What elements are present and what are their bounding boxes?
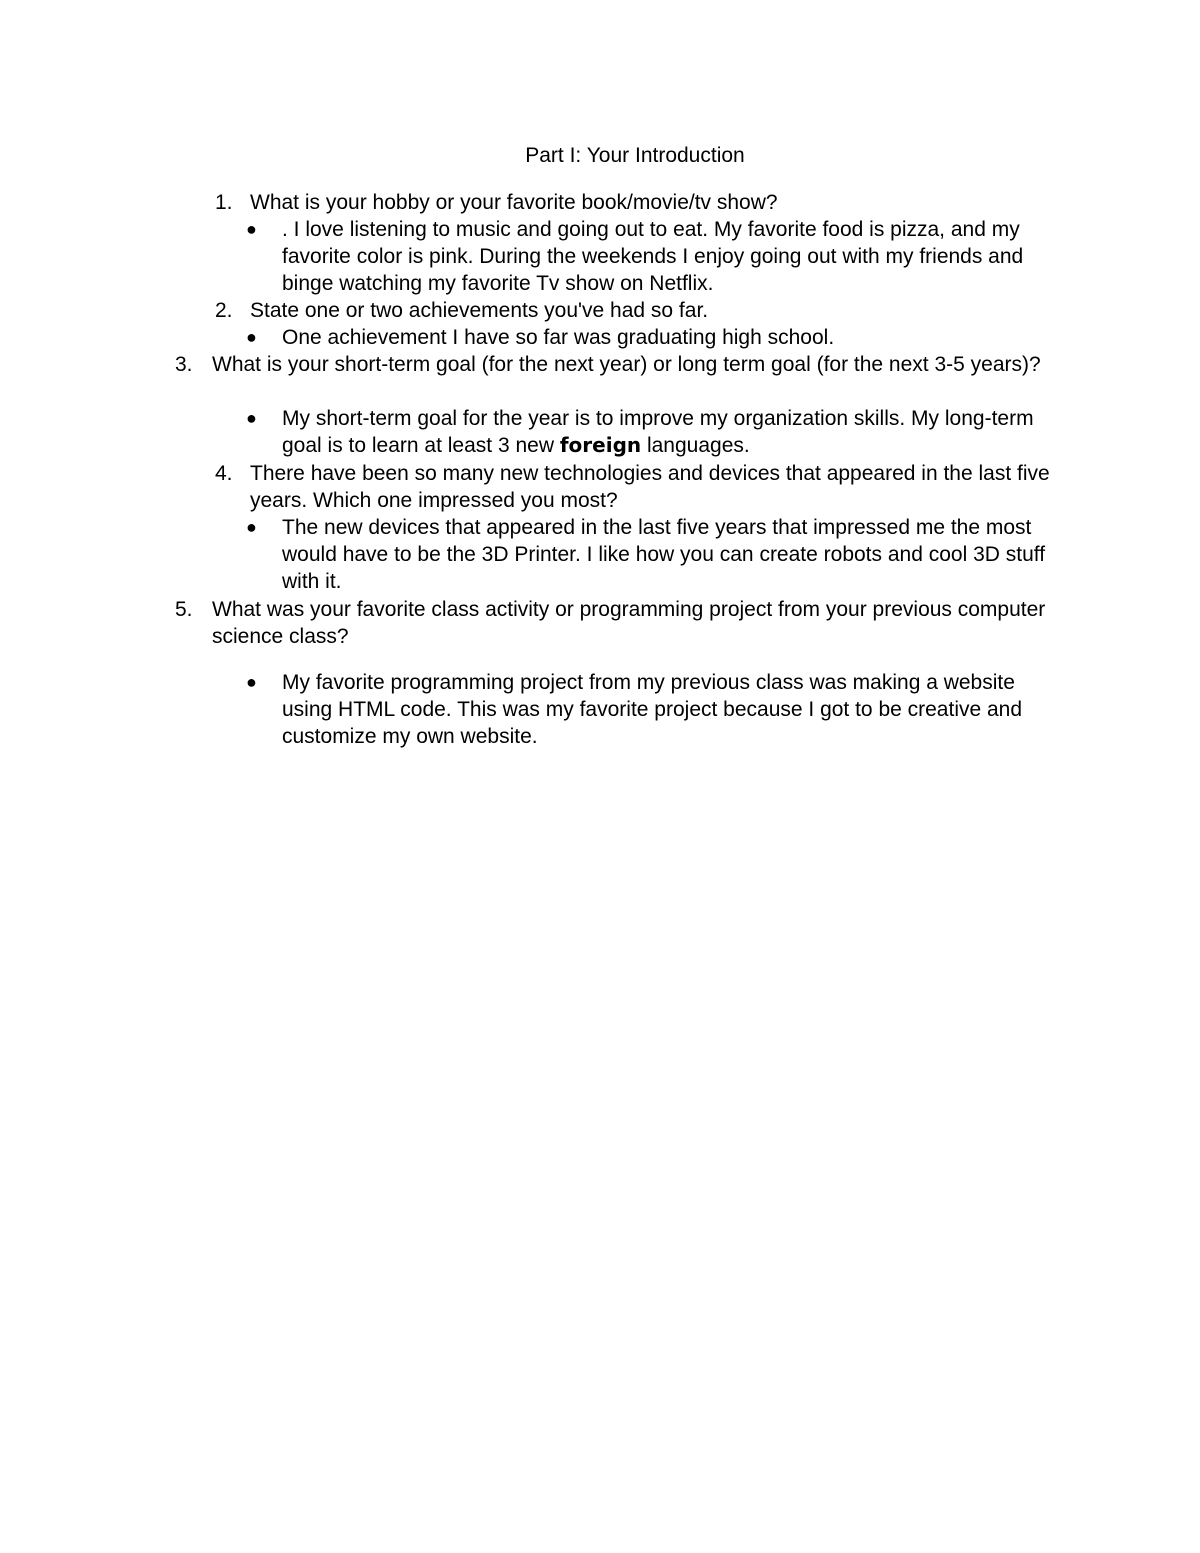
question-number: 1. (215, 191, 233, 214)
question-text: State one or two achievements you've had so far. (250, 299, 709, 322)
answer-2 (246, 324, 1052, 351)
answer-text: One achievement I have so far was graduating high school. (282, 326, 835, 349)
question-2 (215, 297, 1070, 324)
answer-text: My favorite programming project from my previous class was making a website using HTML code. This was my favorite project because I got to be creative and customize my own website. (282, 671, 1023, 748)
answer-text-part: languages. (641, 434, 750, 457)
bullet-icon: ● (246, 408, 257, 428)
answer-3 (246, 405, 1052, 459)
question-number: 3. (175, 353, 193, 376)
question-text: What is your hobby or your favorite book/movie/tv show? (250, 191, 778, 214)
question-number: 2. (215, 299, 233, 322)
answer-4 (246, 514, 1052, 595)
page-title: Part I: Your Introduction (525, 144, 745, 167)
question-number: 5. (175, 598, 193, 621)
answer-text: . I love listening to music and going out to eat. My favorite food is pizza, and my favorite color is pink. During the weekends I enjoy going out with my friends and binge watching my favorite Tv show on Netflix. (282, 218, 1024, 295)
question-1 (215, 189, 1070, 216)
question-number: 4. (215, 462, 233, 485)
question-5 (175, 596, 1062, 650)
answer-text: The new devices that appeared in the last five years that impressed me the most would have to be the 3D Printer. I like how you can create robots and cool 3D stuff with it. (282, 516, 1046, 593)
answer-1 (246, 216, 1052, 297)
answer-bold-word: foreign (559, 433, 642, 457)
question-text: There have been so many new technologies and devices that appeared in the last five years. Which one impressed you most? (250, 462, 1050, 512)
bullet-icon: ● (246, 517, 257, 537)
bullet-icon: ● (246, 327, 257, 347)
question-text: What was your favorite class activity or programming project from your previous computer science class? (212, 598, 1046, 648)
question-3 (175, 351, 1072, 378)
question-4 (215, 460, 1070, 514)
answer-text-part: My short-term goal for the year is to improve my organization skills. My long-term goal is to learn at least 3 new (282, 407, 1034, 457)
answer-text (282, 405, 1052, 459)
answer-5 (246, 669, 1052, 750)
question-text: What is your short-term goal (for the next year) or long term goal (for the next 3-5 years)? (212, 353, 1041, 376)
bullet-icon: ● (246, 219, 257, 239)
bullet-icon: ● (246, 672, 257, 692)
